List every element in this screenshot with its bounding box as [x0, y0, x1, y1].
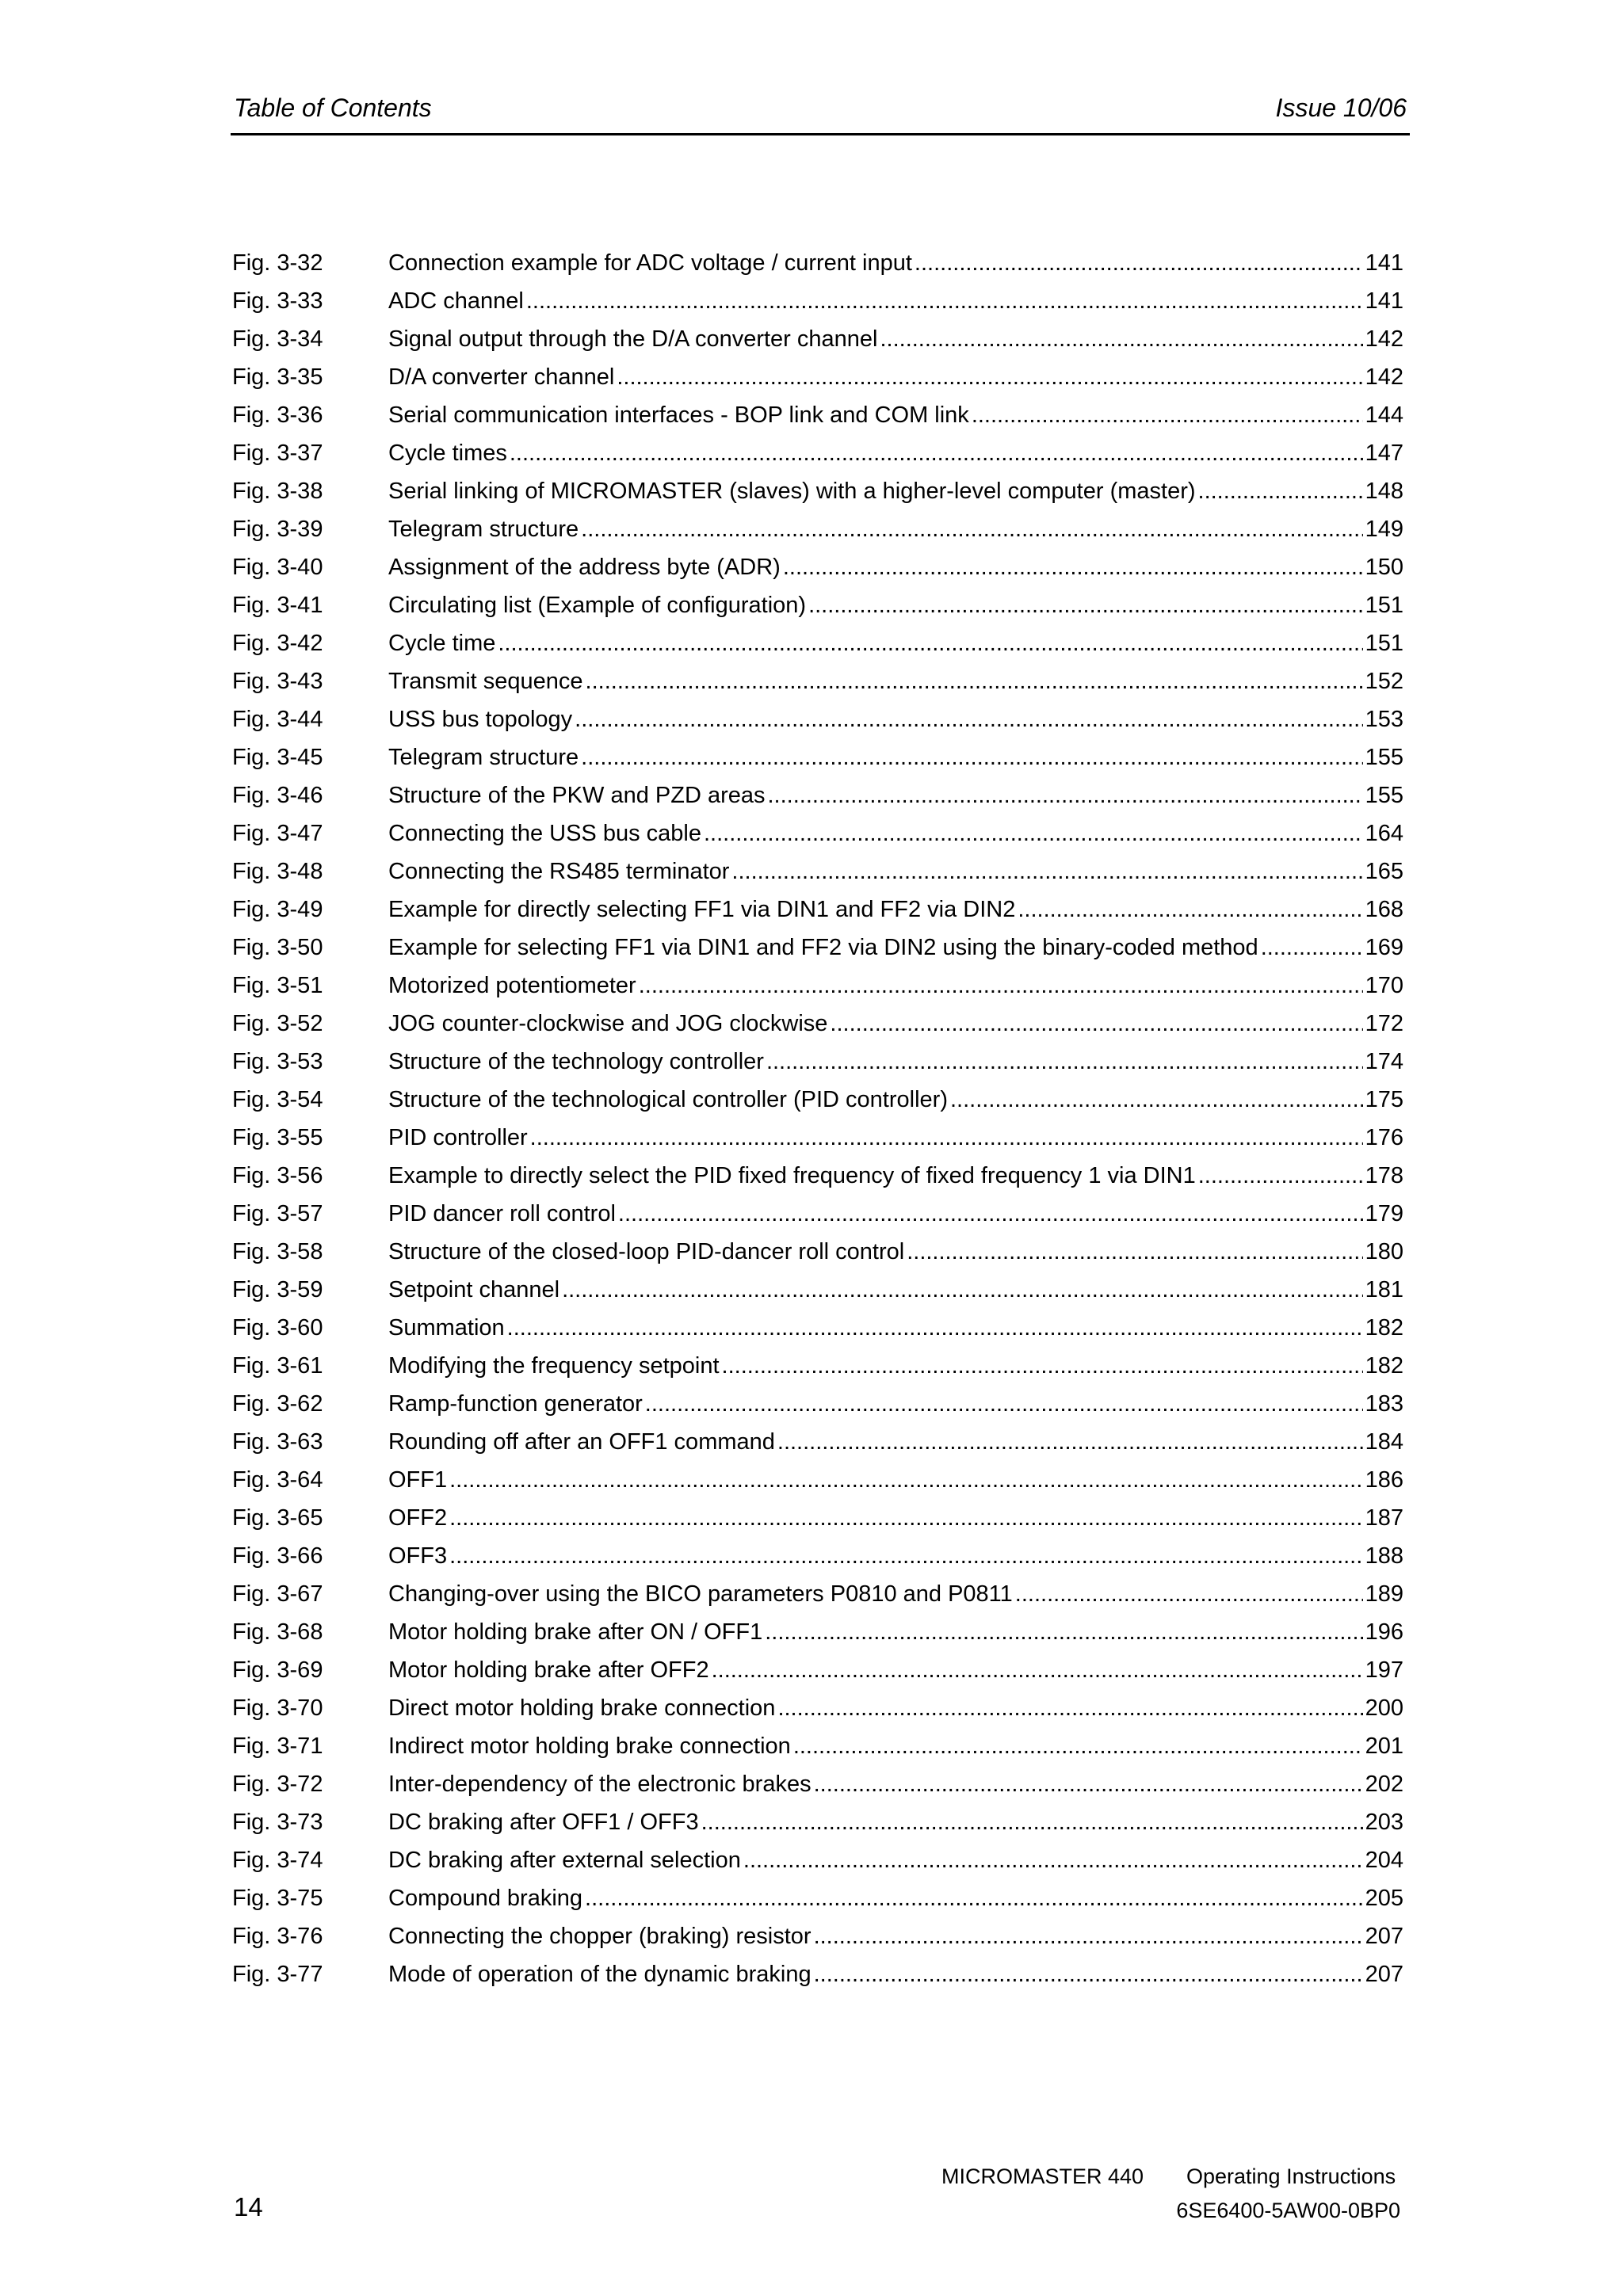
figure-title: Example for directly selecting FF1 via DIN1 and FF2 via DIN2 — [388, 897, 1016, 922]
dot-leader — [907, 1233, 1362, 1271]
page-ref: 207 — [1365, 1962, 1403, 1987]
toc-entry[interactable] — [232, 1917, 1403, 1955]
page-ref: 181 — [1365, 1277, 1403, 1302]
toc-entry[interactable] — [232, 1233, 1403, 1271]
dot-leader — [808, 586, 1363, 624]
figure-title: Mode of operation of the dynamic braking — [388, 1962, 812, 1987]
toc-entry[interactable] — [232, 1841, 1403, 1879]
figure-number: Fig. 3-68 — [232, 1619, 323, 1645]
page-ref: 142 — [1365, 326, 1403, 352]
toc-entry[interactable] — [232, 396, 1403, 434]
header-section-title: Table of Contents — [234, 93, 432, 122]
figure-title: Serial linking of MICROMASTER (slaves) with a higher-level computer (master) — [388, 479, 1196, 504]
figure-title: OFF3 — [388, 1543, 448, 1569]
dot-leader — [1261, 929, 1363, 967]
figure-number: Fig. 3-45 — [232, 745, 323, 770]
page-ref: 200 — [1365, 1695, 1403, 1721]
figure-number: Fig. 3-41 — [232, 593, 323, 618]
figure-number: Fig. 3-62 — [232, 1391, 323, 1417]
toc-entry[interactable] — [232, 700, 1403, 738]
toc-entry[interactable] — [232, 586, 1403, 624]
dot-leader — [1015, 1575, 1363, 1613]
figure-number: Fig. 3-39 — [232, 517, 323, 542]
page-ref: 148 — [1365, 479, 1403, 504]
figure-number: Fig. 3-67 — [232, 1581, 323, 1607]
toc-entry[interactable] — [232, 1043, 1403, 1081]
dot-leader — [581, 738, 1362, 776]
dot-leader — [712, 1651, 1363, 1689]
page-ref: 184 — [1365, 1429, 1403, 1455]
figure-number: Fig. 3-77 — [232, 1962, 323, 1987]
dot-leader — [731, 852, 1362, 891]
figure-number: Fig. 3-32 — [232, 250, 323, 276]
dot-leader — [972, 396, 1363, 434]
page-ref: 175 — [1365, 1087, 1403, 1112]
toc-entry[interactable] — [232, 776, 1403, 814]
toc-entry[interactable] — [232, 967, 1403, 1005]
figure-number: Fig. 3-69 — [232, 1657, 323, 1683]
figure-title: Inter-dependency of the electronic brakes — [388, 1772, 812, 1797]
page-ref: 197 — [1365, 1657, 1403, 1683]
toc-entry[interactable] — [232, 1385, 1403, 1423]
figure-title: Telegram structure — [388, 517, 579, 542]
dot-leader — [507, 1309, 1363, 1347]
figure-title: Example for selecting FF1 via DIN1 and FF2 via DIN2 using the binary-coded method — [388, 935, 1258, 960]
toc-entry[interactable] — [232, 1309, 1403, 1347]
figure-title: Cycle time — [388, 631, 496, 656]
toc-entry[interactable] — [232, 1575, 1403, 1613]
dot-leader — [783, 548, 1363, 586]
dot-leader — [743, 1841, 1363, 1879]
figure-title: Compound braking — [388, 1886, 583, 1911]
dot-leader — [880, 320, 1362, 358]
figure-number: Fig. 3-42 — [232, 631, 323, 656]
page-ref: 151 — [1365, 631, 1403, 656]
figure-number: Fig. 3-34 — [232, 326, 323, 352]
figure-number: Fig. 3-58 — [232, 1239, 323, 1264]
toc-entry[interactable] — [232, 1347, 1403, 1385]
toc-entry[interactable] — [232, 1461, 1403, 1499]
header-issue: Issue 10/06 — [1275, 93, 1407, 122]
figure-number: Fig. 3-56 — [232, 1163, 323, 1188]
page-ref: 202 — [1365, 1772, 1403, 1797]
page-ref: 188 — [1365, 1543, 1403, 1569]
figure-title: Signal output through the D/A converter channel — [388, 326, 878, 352]
figure-number: Fig. 3-71 — [232, 1733, 323, 1759]
figure-number: Fig. 3-44 — [232, 707, 323, 732]
figure-title: JOG counter-clockwise and JOG clockwise — [388, 1011, 828, 1036]
figure-number: Fig. 3-60 — [232, 1315, 323, 1341]
figure-number: Fig. 3-46 — [232, 783, 323, 808]
page-number: 14 — [234, 2192, 263, 2222]
page-ref: 176 — [1365, 1125, 1403, 1150]
page-ref: 186 — [1365, 1467, 1403, 1493]
page-ref: 179 — [1365, 1201, 1403, 1226]
figure-number: Fig. 3-37 — [232, 441, 323, 466]
dot-leader — [498, 624, 1362, 662]
page-ref: 141 — [1365, 250, 1403, 276]
figure-number: Fig. 3-73 — [232, 1810, 323, 1835]
dot-leader — [1198, 472, 1363, 510]
figure-title: D/A converter channel — [388, 364, 615, 390]
page-ref: 152 — [1365, 669, 1403, 694]
toc-entry[interactable] — [232, 1499, 1403, 1537]
dot-leader — [777, 1423, 1363, 1461]
dot-leader — [510, 434, 1363, 472]
page-ref: 205 — [1365, 1886, 1403, 1911]
page-ref: 178 — [1365, 1163, 1403, 1188]
figure-number: Fig. 3-36 — [232, 402, 323, 428]
dot-leader — [586, 662, 1363, 700]
figure-title: Indirect motor holding brake connection — [388, 1733, 791, 1759]
dot-leader — [765, 1613, 1362, 1651]
page-ref: 182 — [1365, 1353, 1403, 1379]
page-ref: 187 — [1365, 1505, 1403, 1531]
toc-entry[interactable] — [232, 320, 1403, 358]
page-ref: 168 — [1365, 897, 1403, 922]
figure-title: PID dancer roll control — [388, 1201, 616, 1226]
toc-entry[interactable] — [232, 1005, 1403, 1043]
figure-title: ADC channel — [388, 288, 524, 314]
dot-leader — [1018, 891, 1362, 929]
figure-title: Summation — [388, 1315, 505, 1341]
toc-entry[interactable] — [232, 1537, 1403, 1575]
page-ref: 150 — [1365, 555, 1403, 580]
page-header — [231, 92, 1410, 135]
page-ref: 164 — [1365, 821, 1403, 846]
figure-number: Fig. 3-40 — [232, 555, 323, 580]
dot-leader — [722, 1347, 1363, 1385]
toc-entry[interactable] — [232, 929, 1403, 967]
figure-title: Circulating list (Example of configuration) — [388, 593, 807, 618]
toc-entry[interactable] — [232, 1423, 1403, 1461]
figure-number: Fig. 3-66 — [232, 1543, 323, 1569]
figure-title: Direct motor holding brake connection — [388, 1695, 776, 1721]
figure-number: Fig. 3-72 — [232, 1772, 323, 1797]
figure-title: Transmit sequence — [388, 669, 583, 694]
dot-leader — [814, 1765, 1363, 1803]
page-ref: 141 — [1365, 288, 1403, 314]
page-ref: 203 — [1365, 1810, 1403, 1835]
toc-entry[interactable] — [232, 1651, 1403, 1689]
dot-leader — [701, 1803, 1363, 1841]
toc-entry[interactable] — [232, 472, 1403, 510]
page-ref: 149 — [1365, 517, 1403, 542]
figure-title: OFF1 — [388, 1467, 448, 1493]
figure-number: Fig. 3-75 — [232, 1886, 323, 1911]
dot-leader — [562, 1271, 1363, 1309]
figure-title: Modifying the frequency setpoint — [388, 1353, 720, 1379]
page-ref: 153 — [1365, 707, 1403, 732]
figure-title: Rounding off after an OFF1 command — [388, 1429, 775, 1455]
figure-number: Fig. 3-49 — [232, 897, 323, 922]
dot-leader — [585, 1879, 1363, 1917]
dot-leader — [645, 1385, 1363, 1423]
dot-leader — [814, 1955, 1363, 1993]
toc-entry[interactable] — [232, 1195, 1403, 1233]
figure-number: Fig. 3-63 — [232, 1429, 323, 1455]
figure-title: Assignment of the address byte (ADR) — [388, 555, 781, 580]
footer-doc-type: Operating Instructions — [1186, 2164, 1396, 2188]
page-ref: 207 — [1365, 1924, 1403, 1949]
page-ref: 147 — [1365, 441, 1403, 466]
dot-leader — [766, 1043, 1363, 1081]
dot-leader — [950, 1081, 1363, 1119]
figure-title: Motor holding brake after ON / OFF1 — [388, 1619, 763, 1645]
dot-leader — [530, 1119, 1363, 1157]
figure-number: Fig. 3-38 — [232, 479, 323, 504]
page-ref: 144 — [1365, 402, 1403, 428]
figure-title: USS bus topology — [388, 707, 573, 732]
figure-number: Fig. 3-50 — [232, 935, 323, 960]
figure-title: Ramp-function generator — [388, 1391, 643, 1417]
dot-leader — [777, 1689, 1362, 1727]
toc-entry[interactable] — [232, 852, 1403, 891]
figure-title: Setpoint channel — [388, 1277, 560, 1302]
toc-entry[interactable] — [232, 738, 1403, 776]
toc-entry[interactable] — [232, 1119, 1403, 1157]
toc-entry[interactable] — [232, 282, 1403, 320]
page-ref: 172 — [1365, 1011, 1403, 1036]
toc-entry[interactable] — [232, 510, 1403, 548]
dot-leader — [793, 1727, 1363, 1765]
page-ref: 155 — [1365, 783, 1403, 808]
page-ref: 170 — [1365, 973, 1403, 998]
list-of-figures — [232, 244, 1403, 1993]
toc-entry[interactable] — [232, 1955, 1403, 1993]
dot-leader — [639, 967, 1363, 1005]
footer-order-number: 6SE6400-5AW00-0BP0 — [1176, 2199, 1400, 2222]
page-ref: 174 — [1365, 1049, 1403, 1074]
dot-leader — [449, 1461, 1362, 1499]
dot-leader — [449, 1537, 1362, 1575]
figure-number: Fig. 3-53 — [232, 1049, 323, 1074]
dot-leader — [915, 244, 1363, 282]
dot-leader — [618, 1195, 1363, 1233]
figure-number: Fig. 3-76 — [232, 1924, 323, 1949]
footer-product: MICROMASTER 440 — [941, 2164, 1144, 2188]
figure-number: Fig. 3-43 — [232, 669, 323, 694]
toc-entry[interactable] — [232, 814, 1403, 852]
toc-entry[interactable] — [232, 1271, 1403, 1309]
toc-entry[interactable] — [232, 891, 1403, 929]
toc-entry[interactable] — [232, 1157, 1403, 1195]
figure-number: Fig. 3-52 — [232, 1011, 323, 1036]
page-ref: 182 — [1365, 1315, 1403, 1341]
page-ref: 204 — [1365, 1848, 1403, 1873]
page-ref: 151 — [1365, 593, 1403, 618]
toc-entry[interactable] — [232, 1879, 1403, 1917]
dot-leader — [617, 358, 1362, 396]
toc-entry[interactable] — [232, 1613, 1403, 1651]
figure-title: Connection example for ADC voltage / current input — [388, 250, 912, 276]
toc-entry[interactable] — [232, 1081, 1403, 1119]
dot-leader — [814, 1917, 1363, 1955]
figure-title: Motorized potentiometer — [388, 973, 636, 998]
toc-entry[interactable] — [232, 624, 1403, 662]
dot-leader — [1198, 1157, 1363, 1195]
toc-entry[interactable] — [232, 548, 1403, 586]
toc-entry[interactable] — [232, 244, 1403, 282]
figure-title: DC braking after external selection — [388, 1848, 741, 1873]
figure-title: Connecting the chopper (braking) resistor — [388, 1924, 812, 1949]
dot-leader — [830, 1005, 1362, 1043]
figure-number: Fig. 3-64 — [232, 1467, 323, 1493]
dot-leader — [581, 510, 1362, 548]
figure-title: PID controller — [388, 1125, 528, 1150]
figure-number: Fig. 3-74 — [232, 1848, 323, 1873]
figure-title: Structure of the technology controller — [388, 1049, 764, 1074]
toc-entry[interactable] — [232, 1727, 1403, 1765]
page-ref: 169 — [1365, 935, 1403, 960]
figure-title: Example to directly select the PID fixed frequency of fixed frequency 1 via DIN1 — [388, 1163, 1196, 1188]
page-ref: 201 — [1365, 1733, 1403, 1759]
figure-number: Fig. 3-59 — [232, 1277, 323, 1302]
dot-leader — [526, 282, 1363, 320]
figure-number: Fig. 3-33 — [232, 288, 323, 314]
figure-number: Fig. 3-55 — [232, 1125, 323, 1150]
toc-entry[interactable] — [232, 662, 1403, 700]
figure-title: Structure of the closed-loop PID-dancer roll control — [388, 1239, 905, 1264]
figure-title: Telegram structure — [388, 745, 579, 770]
figure-title: DC braking after OFF1 / OFF3 — [388, 1810, 699, 1835]
page-ref: 165 — [1365, 859, 1403, 884]
figure-number: Fig. 3-51 — [232, 973, 323, 998]
toc-entry[interactable] — [232, 1689, 1403, 1727]
page-ref: 189 — [1365, 1581, 1403, 1607]
page-ref: 142 — [1365, 364, 1403, 390]
page-ref: 180 — [1365, 1239, 1403, 1264]
page-ref: 155 — [1365, 745, 1403, 770]
figure-number: Fig. 3-47 — [232, 821, 323, 846]
dot-leader — [449, 1499, 1362, 1537]
figure-title: Motor holding brake after OFF2 — [388, 1657, 709, 1683]
dot-leader — [575, 700, 1362, 738]
figure-title: Structure of the PKW and PZD areas — [388, 783, 766, 808]
dot-leader — [767, 776, 1362, 814]
figure-number: Fig. 3-57 — [232, 1201, 323, 1226]
figure-number: Fig. 3-65 — [232, 1505, 323, 1531]
toc-entry[interactable] — [232, 434, 1403, 472]
figure-title: Structure of the technological controller (PID controller) — [388, 1087, 948, 1112]
toc-entry[interactable] — [232, 358, 1403, 396]
figure-title: OFF2 — [388, 1505, 448, 1531]
figure-number: Fig. 3-35 — [232, 364, 323, 390]
figure-title: Changing-over using the BICO parameters P0810 and P0811 — [388, 1581, 1013, 1607]
page-ref: 183 — [1365, 1391, 1403, 1417]
toc-entry[interactable] — [232, 1765, 1403, 1803]
page-ref: 196 — [1365, 1619, 1403, 1645]
figure-number: Fig. 3-48 — [232, 859, 323, 884]
toc-entry[interactable] — [232, 1803, 1403, 1841]
figure-title: Serial communication interfaces - BOP link and COM link — [388, 402, 969, 428]
figure-number: Fig. 3-70 — [232, 1695, 323, 1721]
figure-title: Cycle times — [388, 441, 507, 466]
figure-title: Connecting the USS bus cable — [388, 821, 701, 846]
figure-number: Fig. 3-61 — [232, 1353, 323, 1379]
figure-title: Connecting the RS485 terminator — [388, 859, 730, 884]
dot-leader — [704, 814, 1363, 852]
figure-number: Fig. 3-54 — [232, 1087, 323, 1112]
